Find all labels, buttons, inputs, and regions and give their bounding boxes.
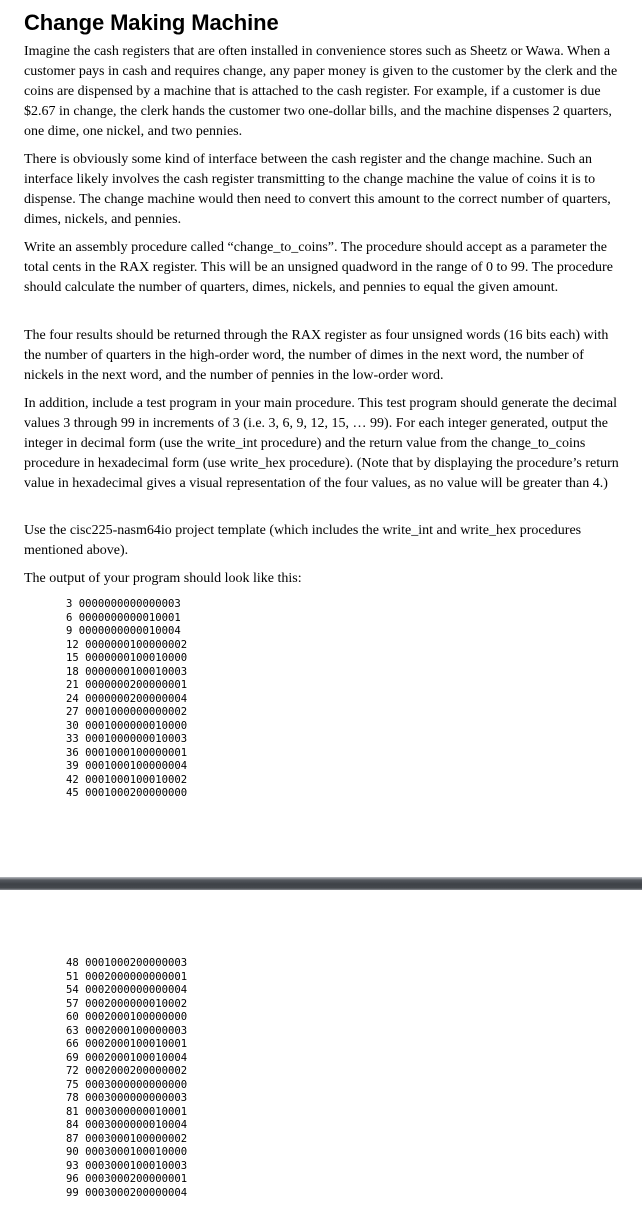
paragraph-template: Use the cisc225-nasm64io project template (which includes the write_int and write_hex procedures mentioned above). xyxy=(24,523,582,559)
output-line: 18 0000000100010003 xyxy=(66,665,188,678)
output-line: 75 0003000000000000 xyxy=(66,1078,188,1091)
output-line: 93 0003000100010003 xyxy=(66,1159,188,1172)
paragraph-return-format: The four results should be returned through the RAX register as four unsigned words (16 bits each) with the number of quarters in the high-order word, the number of dimes in the next word, the number of nickels in the next word, and the number of pennies in the low-order word. xyxy=(24,328,609,384)
output-line: 87 0003000100000002 xyxy=(66,1132,188,1145)
page-break-divider xyxy=(0,877,642,890)
output-line: 99 0003000200000004 xyxy=(66,1186,188,1199)
output-line: 33 0001000000010003 xyxy=(66,733,188,745)
output-line: 21 0000000200000001 xyxy=(66,679,188,691)
output-line: 81 0003000000010001 xyxy=(66,1105,188,1118)
output-line: 96 0003000200000001 xyxy=(66,1173,188,1185)
output-line: 42 0001000100010002 xyxy=(66,773,188,786)
paragraph-output-intro: The output of your program should look like this: xyxy=(24,571,302,586)
output-line: 24 0000000200000004 xyxy=(66,692,188,705)
output-line: 84 0003000000010004 xyxy=(66,1119,188,1131)
paragraph-procedure: Write an assembly procedure called “change_to_coins”. The procedure should accept as a parameter the total cents in the RAX register. This will be an unsigned quadword in the range of 0 to 99. The procedure should calculate the number of quarters, dimes, nickels, and pennies to equal the given amount. xyxy=(24,240,613,296)
output-line: 27 0001000000000002 xyxy=(66,706,188,718)
output-line: 69 0002000100010004 xyxy=(66,1051,188,1064)
output-line: 12 0000000100000002 xyxy=(66,638,188,651)
page-title: Change Making Machine xyxy=(24,10,279,35)
output-line: 36 0001000100000001 xyxy=(66,746,188,759)
output-line: 39 0001000100000004 xyxy=(66,760,188,772)
output-line: 78 0003000000000003 xyxy=(66,1092,188,1104)
paragraph-interface: There is obviously some kind of interface between the cash register and the change machine. Such an interface likely involves the cash register transmitting to the change machine the value of coins it is to dispense. The change machine would then need to convert this amount to the correct number of quarters, dimes, nickels, and pennies. xyxy=(24,152,611,228)
output-line: 63 0002000100000003 xyxy=(66,1024,188,1037)
output-line: 57 0002000000010002 xyxy=(66,997,188,1010)
output-line: 3 0000000000000003 xyxy=(66,598,181,610)
output-line: 66 0002000100010001 xyxy=(66,1038,188,1050)
output-line: 48 0001000200000003 xyxy=(66,957,188,969)
paragraph-intro: Imagine the cash registers that are often installed in convenience stores such as Sheetz or Wawa. When a customer pays in cash and requires change, any paper money is given to the customer by the clerk and the coins are dispensed by a machine that is attached to the cash register. For example, if a customer is due $2.67 in change, the clerk hands the customer two one-dollar bills, and the machine dispenses 2 quarters, one dime, one nickel, and two pennies. xyxy=(24,44,618,140)
output-line: 60 0002000100000000 xyxy=(66,1011,188,1023)
paragraph-test-program: In addition, include a test program in your main procedure. This test program should generate the decimal values 3 through 99 in increments of 3 (i.e. 3, 6, 9, 12, 15, … 99). For each integer generated, output the integer in decimal form (use the write_int procedure) and the return value from the change_to_coins procedure in hexadecimal form (use write_hex procedure). (Note that by displaying the procedure’s return value in hexadecimal gives a visual representation of the four values, as no value will be greater than 4.) xyxy=(24,396,619,492)
output-line: 6 0000000000010001 xyxy=(66,611,181,624)
program-output-block-2 xyxy=(66,957,187,1200)
output-line: 30 0001000000010000 xyxy=(66,719,188,732)
output-line: 15 0000000100010000 xyxy=(66,652,188,664)
output-line: 45 0001000200000000 xyxy=(66,787,188,799)
output-line: 90 0003000100010000 xyxy=(66,1146,188,1158)
output-line: 51 0002000000000001 xyxy=(66,970,188,983)
program-output-block-1 xyxy=(66,598,187,801)
output-line: 9 0000000000010004 xyxy=(66,625,181,637)
output-line: 72 0002000200000002 xyxy=(66,1065,188,1077)
output-line: 54 0002000000000004 xyxy=(66,984,188,996)
